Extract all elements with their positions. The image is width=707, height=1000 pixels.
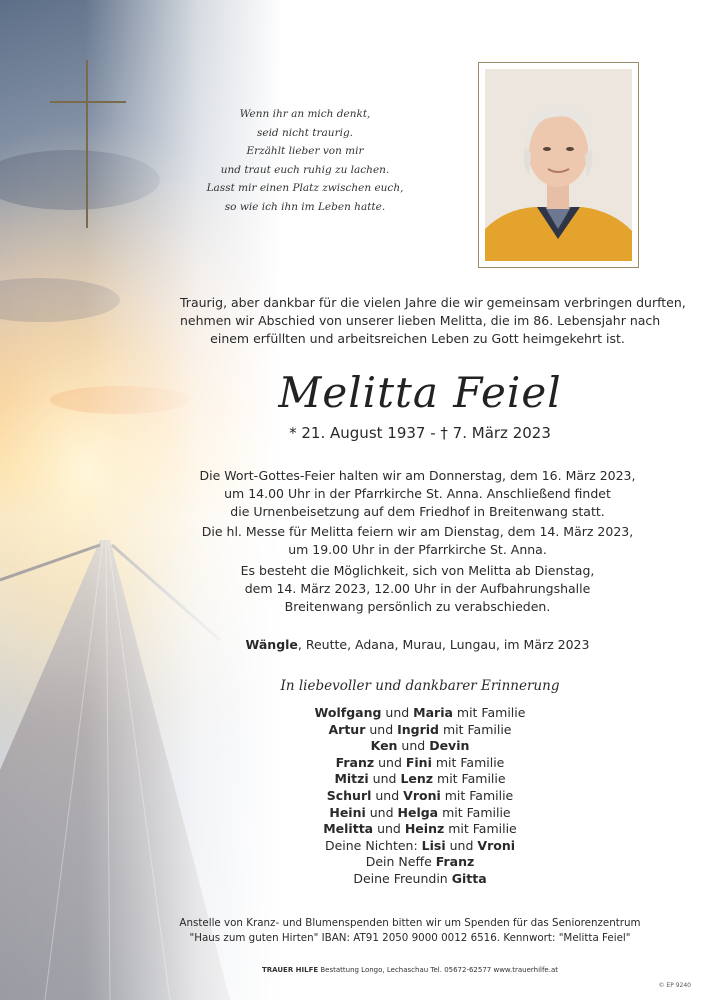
text-fragment: Wolfgang xyxy=(314,705,382,720)
mass-paragraph xyxy=(180,523,655,559)
ceremony-paragraph xyxy=(180,467,655,521)
text-fragment: Maria xyxy=(413,705,453,720)
poem xyxy=(180,105,430,216)
text-fragment: mit Familie xyxy=(438,804,511,820)
text-fragment: Melitta xyxy=(323,821,374,837)
life-dates: * 21. August 1937 - † 7. März 2023 xyxy=(289,424,551,442)
donation-notice xyxy=(150,916,670,946)
deceased-name: Melitta Feiel xyxy=(278,368,562,417)
text-fragment: Franz xyxy=(435,854,475,870)
viewing-line: dem 14. März 2023, 12.00 Uhr in der Aufbahrungshalle xyxy=(244,581,591,596)
text-fragment: Helga xyxy=(397,804,439,820)
imprint xyxy=(150,965,670,975)
imprint-details: Bestattung Longo, Lechaschau Tel. 05672-62577 www.trauerhilfe.at xyxy=(318,966,558,974)
text-fragment: Dein Neffe xyxy=(365,854,436,870)
family-line xyxy=(250,738,590,755)
place-bold: Wängle xyxy=(245,637,298,652)
text-fragment: und xyxy=(397,738,430,754)
donation-line: Anstelle von Kranz- und Blumenspenden bitten wir um Spenden für das Seniorenzentrum xyxy=(179,917,641,929)
mass-line: Die hl. Messe für Melitta feiern wir am Dienstag, dem 14. März 2023, xyxy=(201,524,634,539)
intro-line: Traurig, aber dankbar für die vielen Jahre die wir gemeinsam verbringen durften, xyxy=(180,295,686,310)
text-fragment: mit Familie xyxy=(444,821,517,837)
portrait-photo xyxy=(485,69,632,261)
family-line xyxy=(250,722,590,739)
poem-line: so wie ich ihn im Leben hatte. xyxy=(224,200,386,213)
ceremony-line: die Urnenbeisetzung auf dem Friedhof in Breitenwang statt. xyxy=(230,504,605,519)
text-fragment: und xyxy=(368,771,401,787)
text-fragment: Fini xyxy=(405,754,432,770)
copyright: © EP 9240 xyxy=(658,982,691,989)
poem-line: Erzählt lieber von mir xyxy=(246,145,364,157)
text-fragment: Mitzi xyxy=(334,771,369,787)
text-fragment: Ken xyxy=(370,738,398,754)
family-line xyxy=(250,771,590,788)
poem-line: Wenn ihr an mich denkt, xyxy=(239,108,371,120)
family-line xyxy=(250,854,590,871)
text-fragment: Artur xyxy=(328,721,366,737)
text-fragment: Gitta xyxy=(451,870,487,886)
viewing-paragraph xyxy=(180,562,655,616)
text-fragment: mit Familie xyxy=(452,705,526,720)
text-fragment: Ingrid xyxy=(397,721,440,737)
text-fragment: mit Familie xyxy=(433,771,506,787)
text-fragment: mit Familie xyxy=(439,721,512,737)
intro-line: nehmen wir Abschied von unserer lieben Melitta, die im 86. Lebensjahr nach xyxy=(180,313,661,328)
text-fragment: Deine Freundin xyxy=(353,870,452,886)
text-fragment: Vroni xyxy=(477,837,516,853)
ceremony-line: um 14.00 Uhr in der Pfarrkirche St. Anna. Anschließend findet xyxy=(224,486,611,501)
family-line xyxy=(250,805,590,822)
poem-line: seid nicht traurig. xyxy=(256,126,354,139)
intro-line: einem erfüllten und arbeitsreichen Leben zu Gott heimgekehrt ist. xyxy=(210,331,625,346)
text-fragment: mit Familie xyxy=(440,787,514,803)
intro-text xyxy=(180,294,686,348)
text-fragment: Schurl xyxy=(326,787,372,803)
family-line xyxy=(250,788,590,805)
family-line xyxy=(250,871,590,888)
text-fragment: und xyxy=(373,821,405,837)
viewing-line: Breitenwang persönlich zu verabschieden. xyxy=(284,599,551,614)
text-fragment: und xyxy=(371,787,404,803)
portrait-illustration xyxy=(485,69,632,261)
text-fragment: und xyxy=(374,754,406,770)
portrait-frame xyxy=(478,62,639,268)
family-line xyxy=(250,821,590,838)
text-fragment: und xyxy=(445,837,478,853)
imprint-brand: TRAUER HILFE xyxy=(261,966,319,974)
mass-line: um 19.00 Uhr in der Pfarrkirche St. Anna. xyxy=(288,542,547,557)
text-fragment: und xyxy=(365,721,398,737)
text-fragment: Lisi xyxy=(421,837,446,853)
place-rest: , Reutte, Adana, Murau, Lungau, im März 2023 xyxy=(297,637,590,652)
donation-line: "Haus zum guten Hirten" IBAN: AT91 2050 9000 0012 6516. Kennwort: "Melitta Feiel" xyxy=(189,932,631,944)
text-fragment: Devin xyxy=(429,738,470,754)
family-line xyxy=(250,705,590,722)
poem-line: Lasst mir einen Platz zwischen euch, xyxy=(206,182,404,194)
cross-icon xyxy=(86,60,88,228)
text-fragment: Deine Nichten: xyxy=(324,837,422,853)
ceremony-line: Die Wort-Gottes-Feier halten wir am Donnerstag, dem 16. März 2023, xyxy=(199,468,636,483)
cross-icon-bar xyxy=(50,101,126,103)
text-fragment: und xyxy=(381,705,414,720)
place-date xyxy=(180,636,655,654)
text-fragment: Franz xyxy=(335,754,375,770)
poem-line: und traut euch ruhig zu lachen. xyxy=(220,163,390,176)
family-line xyxy=(250,838,590,855)
remembrance-heading: In liebevoller und dankbarer Erinnerung xyxy=(280,678,560,694)
text-fragment: Heinz xyxy=(404,821,445,837)
text-fragment: Heini xyxy=(329,804,366,820)
family-list xyxy=(250,705,590,888)
text-fragment: und xyxy=(365,804,398,820)
text-fragment: mit Familie xyxy=(431,754,505,770)
family-line xyxy=(250,755,590,772)
viewing-line: Es besteht die Möglichkeit, sich von Melitta ab Dienstag, xyxy=(240,563,595,578)
text-fragment: Vroni xyxy=(403,787,441,803)
text-fragment: Lenz xyxy=(400,771,434,787)
